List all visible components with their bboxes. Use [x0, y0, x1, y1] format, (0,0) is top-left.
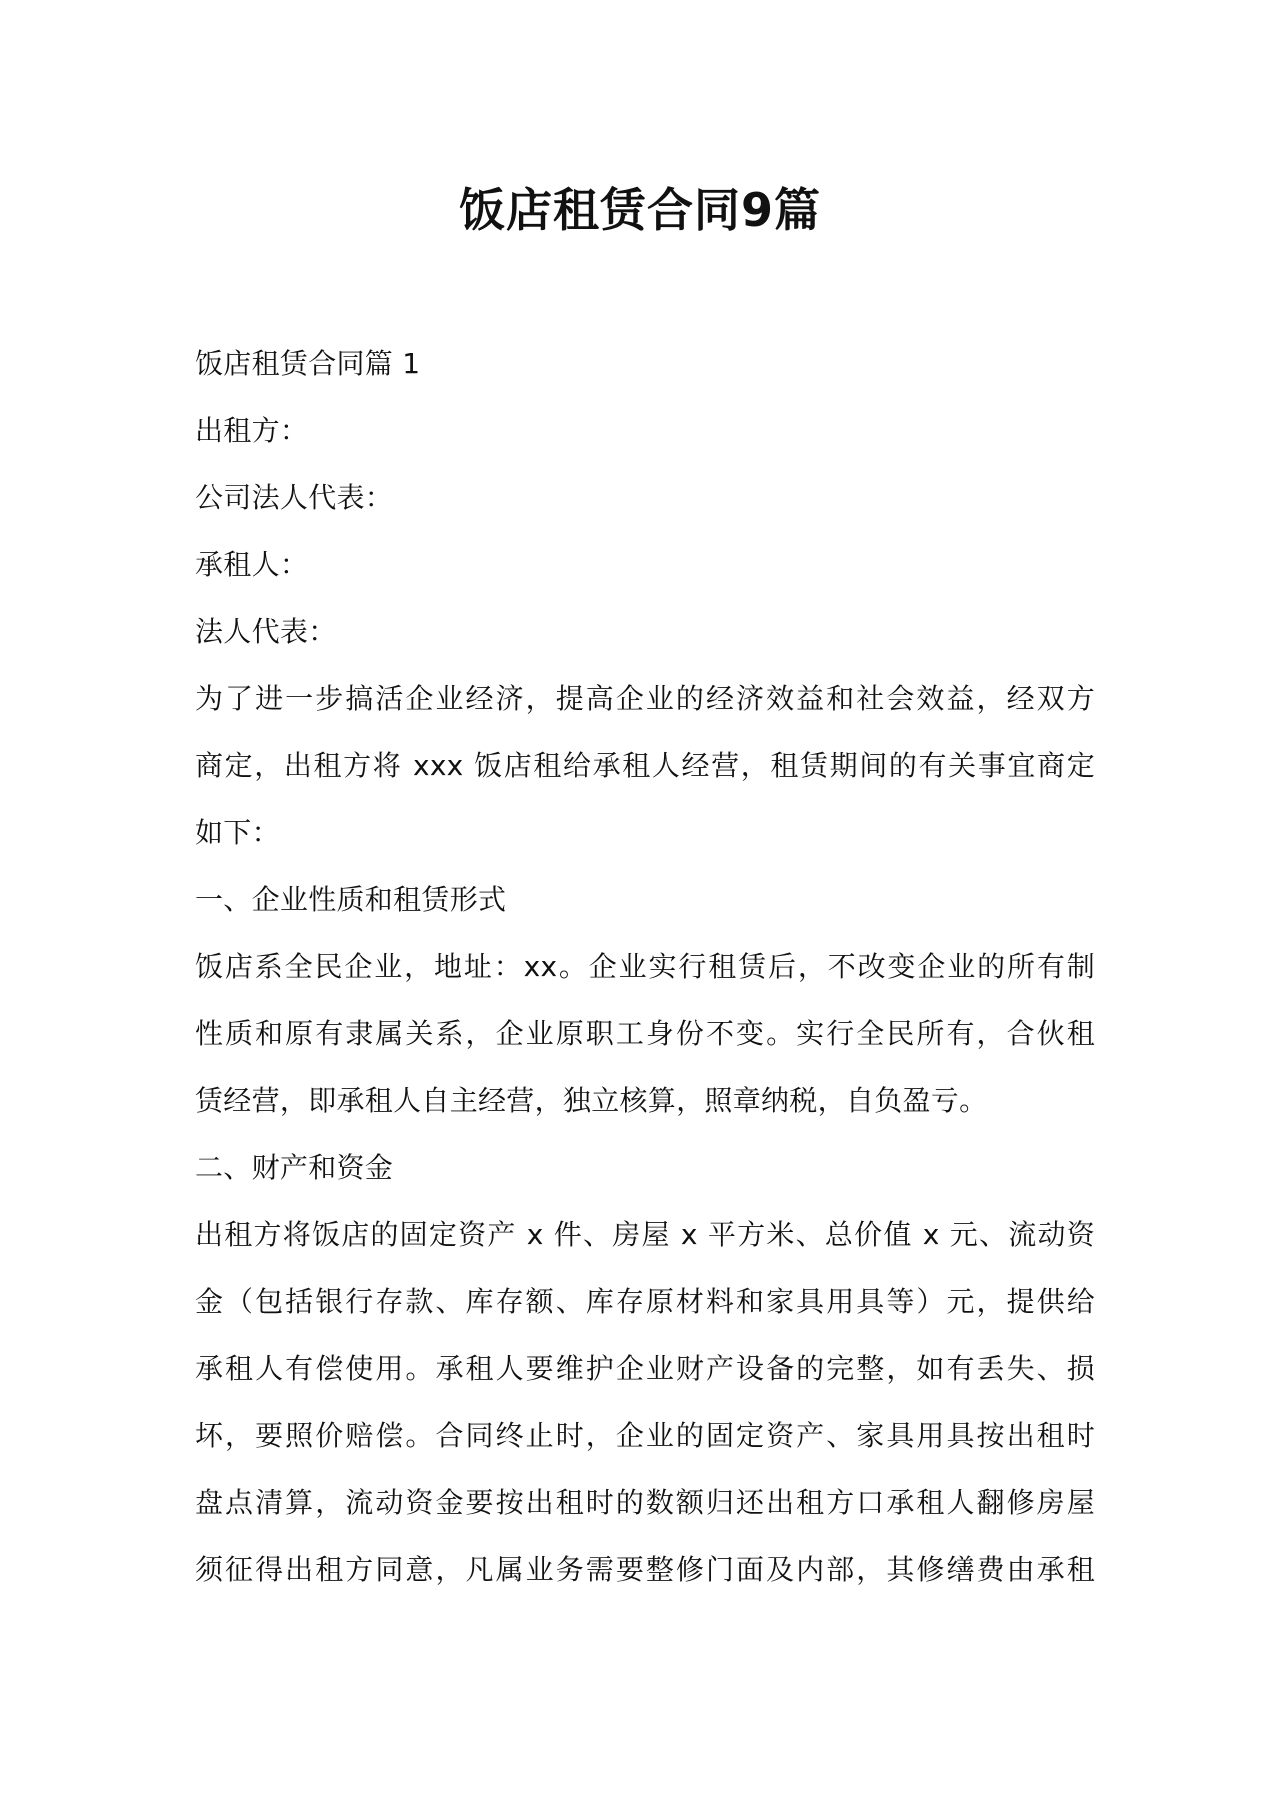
- paragraph-line: 承租人有偿使用。承租人要维护企业财产设备的完整，如有丢失、损: [195, 1352, 1095, 1385]
- paragraph-line: 须征得出租方同意，凡属业务需要整修门面及内部，其修缮费由承租: [195, 1553, 1095, 1586]
- paragraph-line: 坏，要照价赔偿。合同终止时，企业的固定资产、家具用具按出租时: [195, 1419, 1095, 1452]
- field-lessee: 承租人：: [195, 548, 309, 581]
- paragraph-line: 性质和原有隶属关系，企业原职工身份不变。实行全民所有，合伙租: [195, 1017, 1095, 1050]
- clause-heading: 二、财产和资金: [195, 1151, 394, 1184]
- section-heading: 饭店租赁合同篇 1: [195, 347, 421, 380]
- document-body: [195, 330, 1095, 1603]
- paragraph-line: 金（包括银行存款、库存额、库存原材料和家具用具等）元，提供给: [195, 1285, 1095, 1318]
- paragraph-line: 饭店系全民企业，地址：xx。企业实行租赁后，不改变企业的所有制: [195, 950, 1095, 983]
- document-title: 饭店租赁合同9篇: [458, 183, 821, 237]
- paragraph-line: 盘点清算，流动资金要按出租时的数额归还出租方口承租人翻修房屋: [195, 1486, 1095, 1519]
- field-legal-rep: 法人代表：: [195, 615, 337, 648]
- field-company-legal-rep: 公司法人代表：: [195, 481, 394, 514]
- field-lessor: 出租方：: [195, 414, 309, 447]
- clause-heading: 一、企业性质和租赁形式: [195, 883, 507, 916]
- paragraph-line: 出租方将饭店的固定资产 x 件、房屋 x 平方米、总价值 x 元、流动资: [195, 1218, 1095, 1251]
- paragraph-line: 赁经营，即承租人自主经营，独立核算，照章纳税，自负盈亏。: [195, 1084, 988, 1117]
- paragraph-line: 如下：: [195, 816, 280, 849]
- paragraph-line: 商定，出租方将 xxx 饭店租给承租人经营，租赁期间的有关事宜商定: [195, 749, 1095, 782]
- paragraph-line: 为了进一步搞活企业经济，提高企业的经济效益和社会效益，经双方: [195, 682, 1095, 715]
